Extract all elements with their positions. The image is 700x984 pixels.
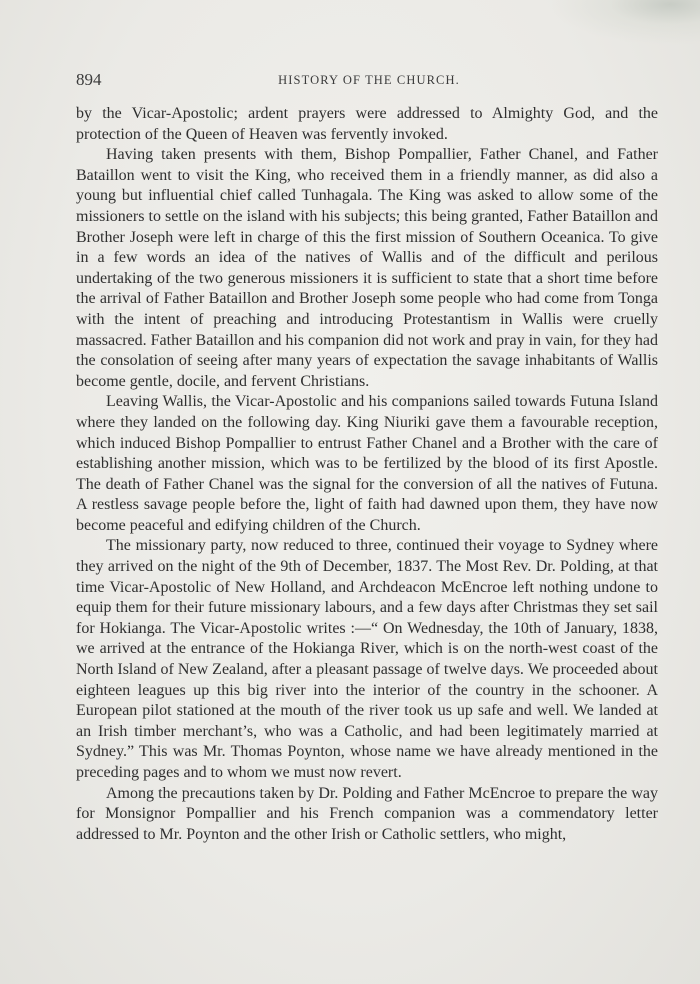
paragraph: Among the precautions taken by Dr. Polding and Father McEncroe to prepare the way for Monsignor Pompallier and his French companion was a commendatory letter addressed to Mr. Poynton and the other Irish or Catholic settlers, who might, [76, 784, 658, 843]
paragraph-continued: by the Vicar-Apostolic; ardent prayers were addressed to Almighty God, and the protection of the Queen of Heaven was fervently invoked. [76, 105, 658, 143]
running-head [76, 70, 662, 94]
paragraph: The missionary party, now reduced to three, continued their voyage to Sydney where they arrived on the night of the 9th of December, 1837. The Most Rev. Dr. Polding, at that time Vicar-Apostolic of New Holland, and Archdeacon McEncroe left nothing undone to equip them for their future missionary labours, and a few days after Christmas they set sail for Hokianga. The Vicar-Apostolic writes :—“ On Wednesday, the 10th of January, 1838, we arrived at the entrance of the Hokianga River, which is on the north-west coast of the North Island of New Zealand, after a pleasant passage of twelve days. We proceeded about eighteen leagues up this big river into the interior of the country in the schooner. A European pilot stationed at the mouth of the river took us up safe and well. We landed at an Irish timber merchant’s, who was a Catholic, and had been legitimately married at Sydney.” This was Mr. Thomas Poynton, whose name we have already mentioned in the preceding pages and to whom we must now revert. [76, 537, 658, 781]
paragraph: Leaving Wallis, the Vicar-Apostolic and his companions sailed towards Futuna Island where they landed on the following day. King Niuriki gave them a favourable reception, which induced Bishop Pompallier to entrust Father Chanel and a Brother with the care of establishing another mission, which was to be fertilized by the blood of its first Apostle. The death of Father Chanel was the signal for the conversion of all the natives of Futuna. A restless savage people before the, light of faith had dawned upon them, they have now become peaceful and edifying children of the Church. [76, 393, 658, 534]
page-number: 894 [76, 70, 102, 89]
paragraph: Having taken presents with them, Bishop Pompallier, Father Chanel, and Father Bataillon went to visit the King, who received them in a friendly manner, as did also a young but influential chief called Tunhagala. The King was asked to allow some of the missioners to settle on the island with his subjects; this being granted, Father Bataillon and Brother Joseph were left in charge of this the first mission of Southern Oceanica. To give in a few words an idea of the natives of Wallis and of the difficult and perilous undertaking of the two generous missioners it is sufficient to state that a short time before the arrival of Father Bataillon and Brother Joseph some people who had come from Tonga with the intent of preaching and introducing Protestantism in Wallis were cruelly massacred. Father Bataillon and his companion did not work and pray in vain, for they had the consolation of seeing after many years of expectation the savage inhabitants of Wallis become gentle, docile, and fervent Christians. [76, 146, 658, 390]
paper-stain [550, 0, 700, 45]
running-title: HISTORY OF THE CHURCH. [278, 73, 460, 87]
body-text [76, 104, 658, 845]
